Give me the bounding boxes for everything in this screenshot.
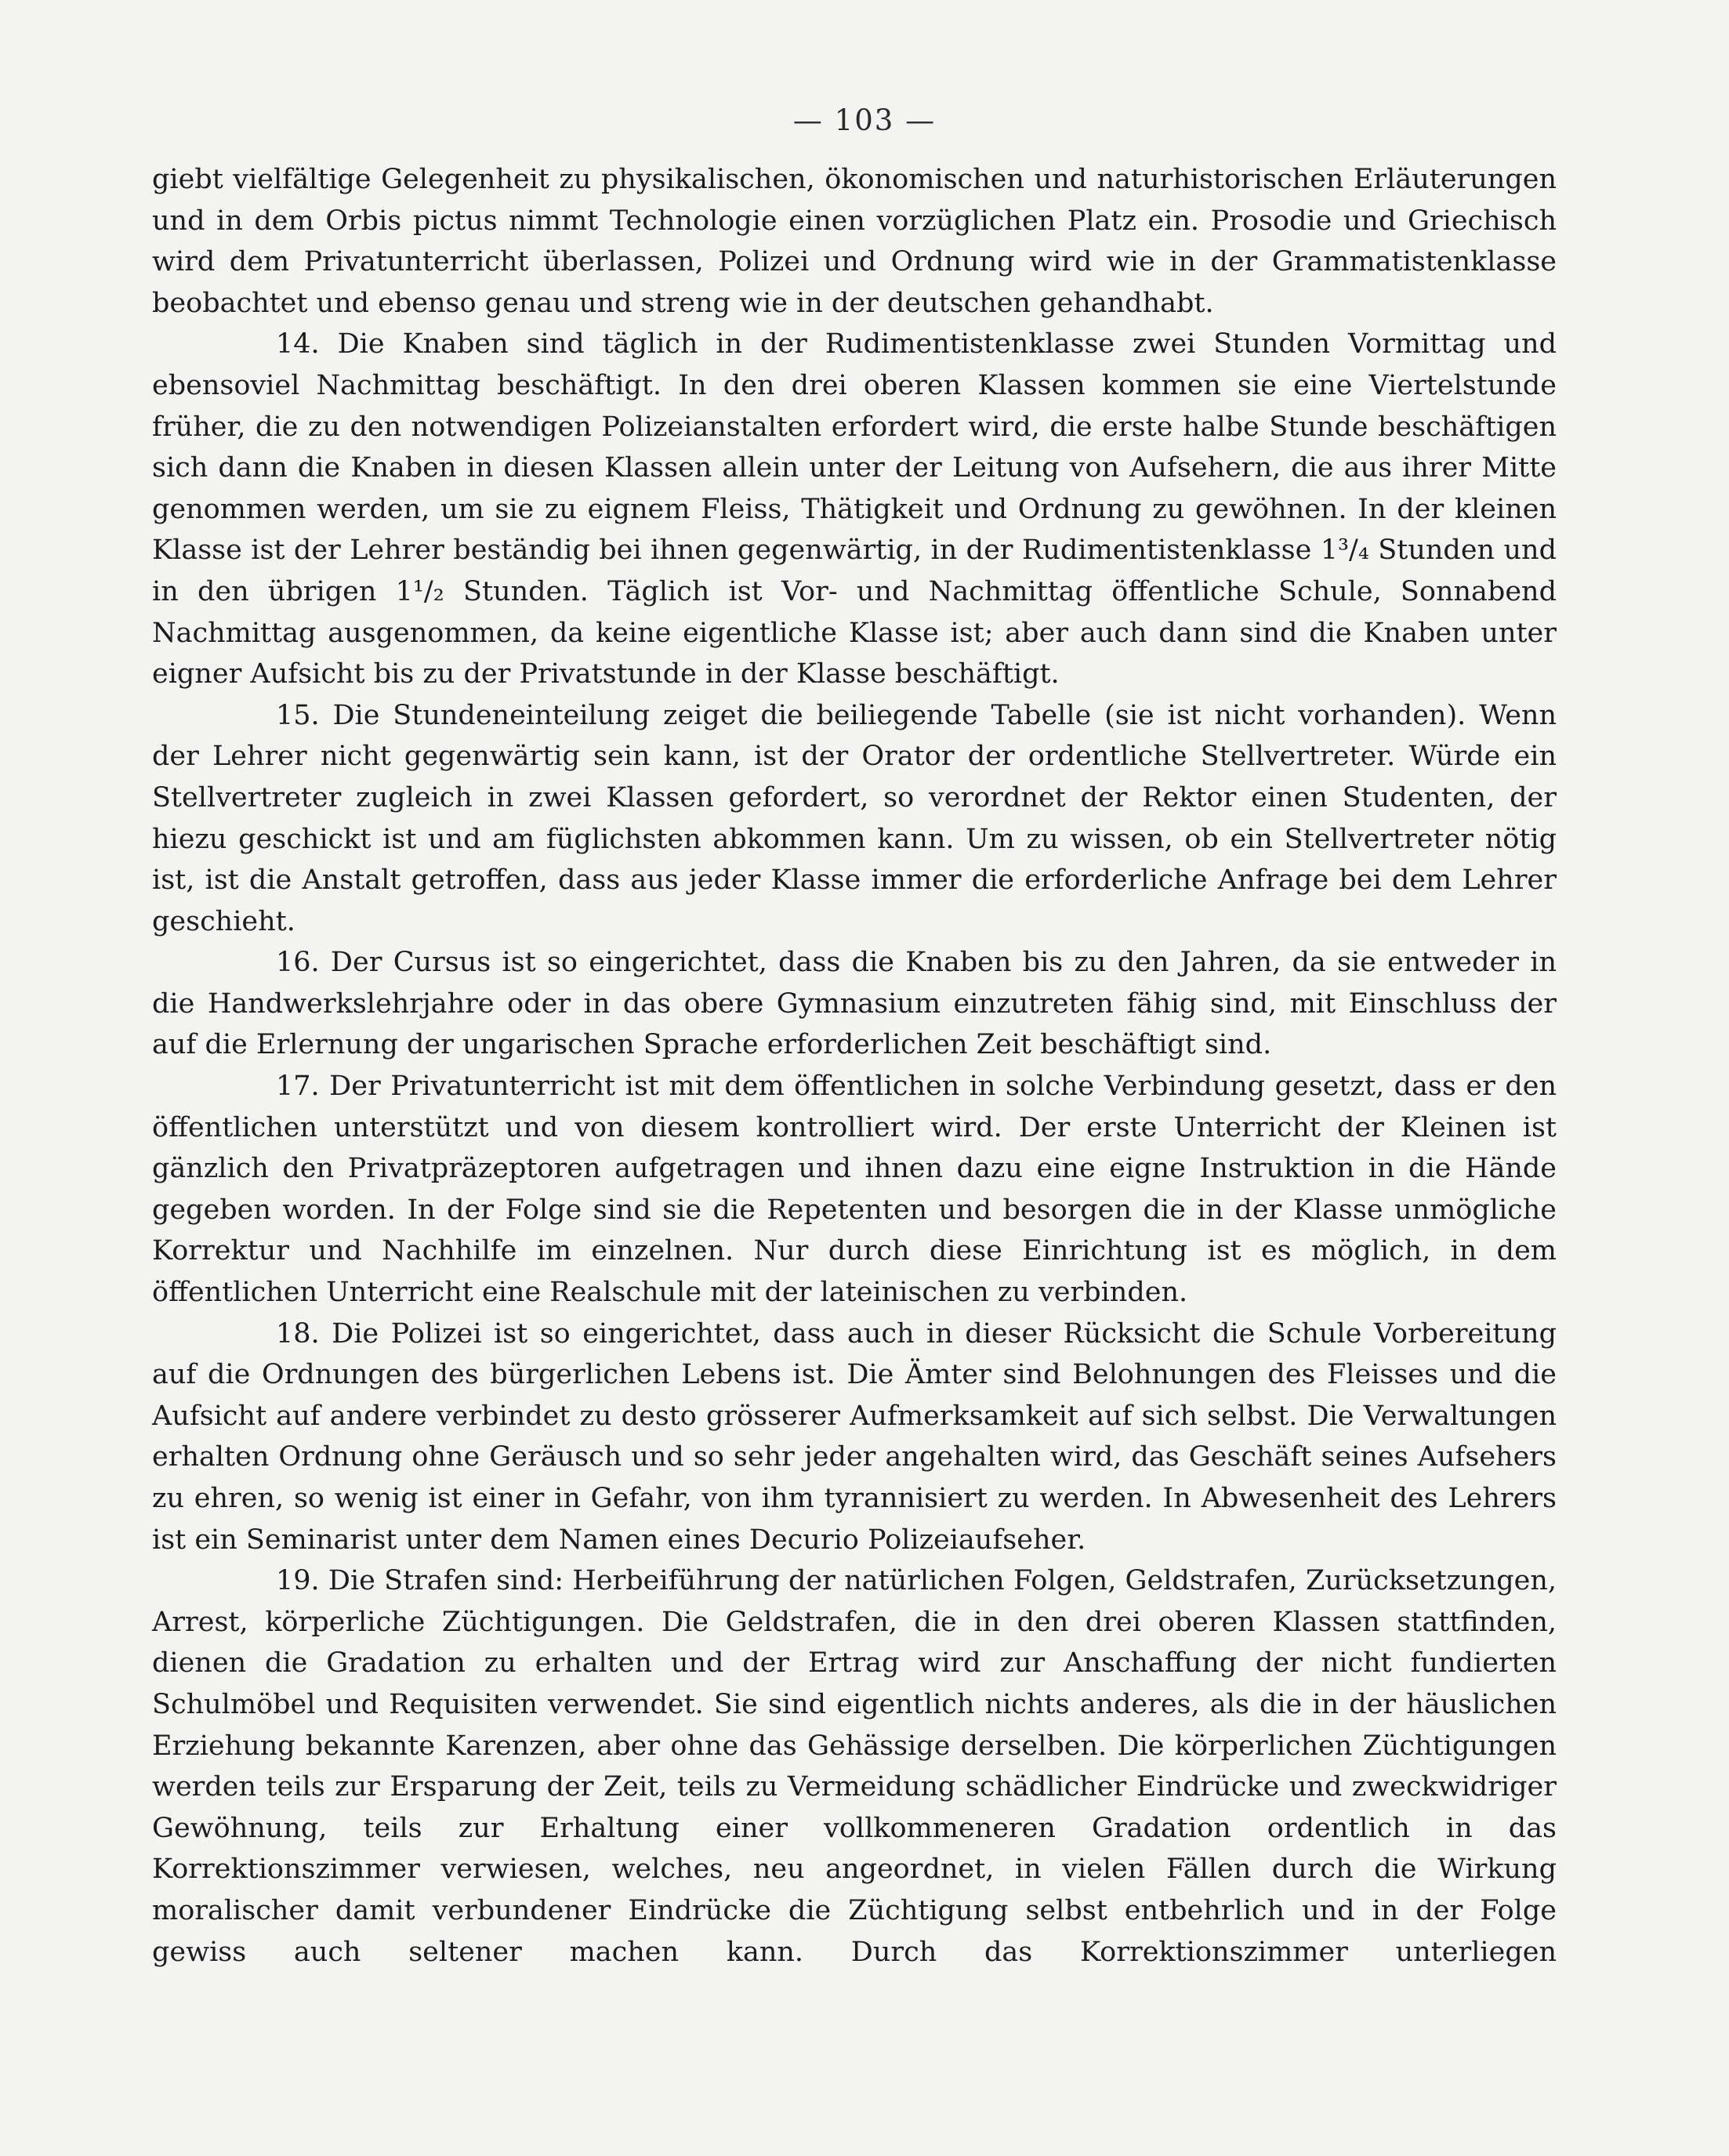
paragraph-18: 18. Die Polizei ist so eingerichtet, dass auch in dieser Rücksicht die Schule Vorbereitung auf die Ordnungen des bürgerlichen Lebens ist. Die Ämter sind Belohnungen des Fleisses und die Aufsicht auf andere verbindet zu desto grösserer Aufmerksamkeit auf sich selbst. Die Verwaltungen erhalten Ordnung ohne Geräusch und so sehr jeder angehalten wird, das Geschäft seines Aufsehers zu ehren, so wenig ist einer in Gefahr, von ihm tyrannisiert zu werden. In Abwesenheit des Lehrers ist ein Seminarist unter dem Namen eines Decurio Polizeiaufseher. bbox=[152, 1317, 1557, 1556]
paragraph-16: 16. Der Cursus ist so eingerichtet, dass die Knaben bis zu den Jahren, da sie entweder in die Handwerkslehrjahre oder in das obere Gymnasium einzutreten fähig sind, mit Einschluss der auf die Erlernung der ungarischen Sprache erforderlichen Zeit beschäftigt sind. bbox=[152, 947, 1557, 1061]
paragraph-15: 15. Die Stundeneinteilung zeiget die beiliegende Tabelle (sie ist nicht vorhanden). Wenn der Lehrer nicht gegenwärtig sein kann, ist der Orator der ordentliche Stellvertreter. Würde ein Stellvertreter zugleich in zwei Klassen gefordert, so verordnet der Rektor einen Studenten, der hiezu geschickt ist und am füglichsten abkommen kann. Um zu wissen, ob ein Stellvertreter nötig ist, ist die Anstalt getroffen, dass aus jeder Klasse immer die erforderliche Anfrage bei dem Lehrer geschieht. bbox=[152, 699, 1557, 937]
body-text bbox=[152, 159, 1557, 1973]
paragraph-19: 19. Die Strafen sind: Herbeiführung der natürlichen Folgen, Geldstrafen, Zurücksetzungen, Arrest, körperliche Züchtigungen. Die Geldstrafen, die in den drei oberen Klassen stattfinden, dienen die Gradation zu erhalten und der Ertrag wird zur Anschaffung der nicht fundierten Schulmöbel und Requisiten verwendet. Sie sind eigentlich nichts anderes, als die in der häuslichen Erziehung bekannte Karenzen, aber ohne das Gehässige derselben. Die körperlichen Züchtigungen werden teils zur Ersparung der Zeit, teils zu Vermeidung schädlicher Eindrücke und zweckwidriger Gewöhnung, teils zur Erhaltung einer vollkommeneren Gradation ordentlich in das Korrektionszimmer verwiesen, welches, neu angeordnet, in vielen Fällen durch die Wirkung moralischer damit verbundener Eindrücke die Züchtigung selbst entbehrlich und in der Folge gewiss auch seltener machen kann. Durch das Korrektionszimmer unterliegen bbox=[152, 1565, 1557, 1968]
paragraph-17: 17. Der Privatunterricht ist mit dem öffentlichen in solche Verbindung gesetzt, dass er den öffentlichen unterstützt und von diesem kontrolliert wird. Der erste Unterricht der Kleinen ist gänzlich den Privatpräzeptoren aufgetragen und ihnen dazu eine eigne Instruktion in die Hände gegeben worden. In der Folge sind sie die Repetenten und besorgen die in der Klasse unmögliche Korrektur und Nachhilfe im einzelnen. Nur durch diese Einrichtung ist es möglich, in dem öffentlichen Unterricht eine Realschule mit der lateinischen zu verbinden. bbox=[152, 1071, 1557, 1309]
paragraph-14: 14. Die Knaben sind täglich in der Rudimentistenklasse zwei Stunden Vormittag und ebensoviel Nachmittag beschäftigt. In den drei oberen Klassen kommen sie eine Viertelstunde früher, die zu den notwendigen Polizeianstalten erfordert wird, die erste halbe Stunde beschäftigen sich dann die Knaben in diesen Klassen allein unter der Leitung von Aufsehern, die aus ihrer Mitte genommen werden, um sie zu eignem Fleiss, Thätigkeit und Ordnung zu gewöhnen. In der kleinen Klasse ist der Lehrer beständig bei ihnen gegenwärtig, in der Rudimentistenklasse 1³/₄ Stunden und in den übrigen 1¹/₂ Stunden. Täglich ist Vor- und Nachmittag öffentliche Schule, Sonnabend Nachmittag ausgenommen, da keine eigentliche Klasse ist; aber auch dann sind die Knaben unter eigner Aufsicht bis zu der Privatstunde in der Klasse beschäftigt. bbox=[152, 328, 1557, 690]
page-number: — 103 — bbox=[792, 103, 937, 137]
paragraph-intro: giebt vielfältige Gelegenheit zu physikalischen, ökonomischen und naturhistorischen Erläuterungen und in dem Orbis pictus nimmt Technologie einen vorzüglichen Platz ein. Prosodie und Griechisch wird dem Privatunterricht überlassen, Polizei und Ordnung wird wie in der Grammatistenklasse beobachtet und ebenso genau und streng wie in der deutschen gehandhabt. bbox=[152, 164, 1557, 319]
